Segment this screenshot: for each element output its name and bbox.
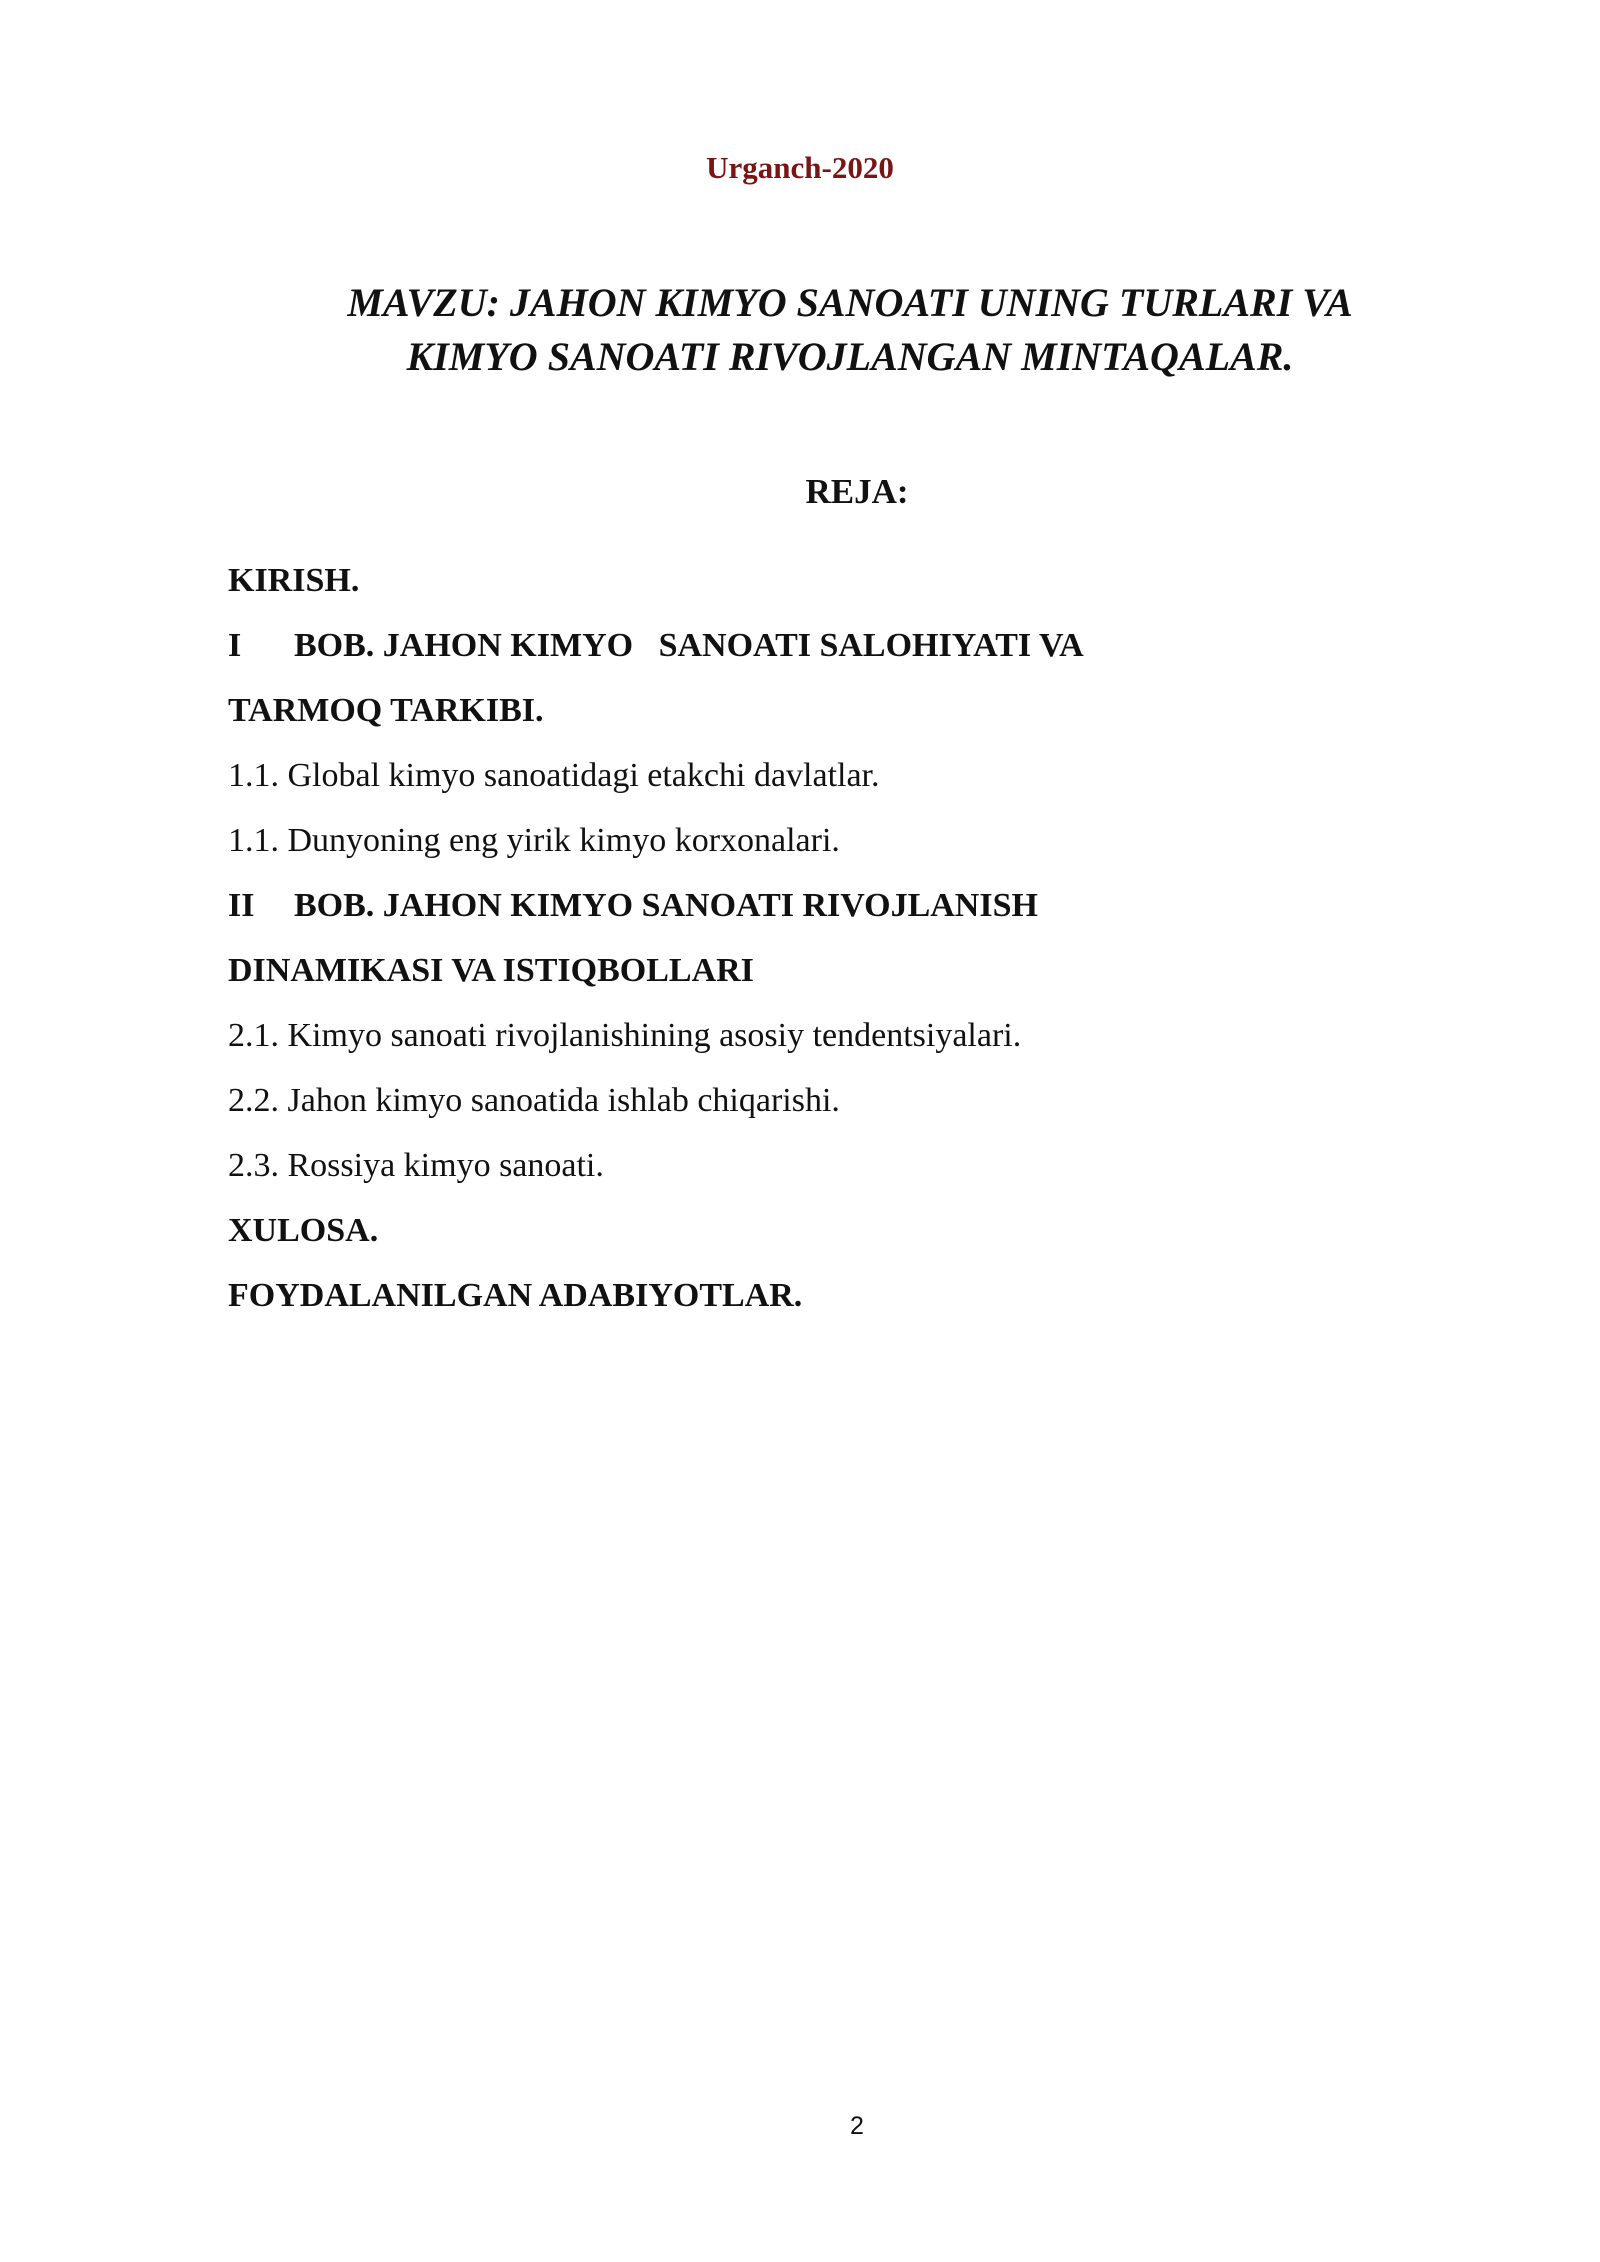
plan-item-intro: KIRISH. [228, 562, 360, 599]
plan-item-chapter-1: I BOB. JAHON KIMYO SANOATI SALOHIYATI VA [228, 625, 1428, 690]
chapter-number: I [228, 627, 242, 664]
plan-item-conclusion: XULOSA. [228, 1212, 379, 1249]
topic-title-line-2: KIMYO SANOATI RIVOJLANGAN MINTAQALAR. [406, 334, 1294, 379]
plan-item-chapter-2-continued: DINAMIKASI VA ISTIQBOLLARI [228, 952, 754, 989]
plan-list [228, 560, 1428, 1340]
topic-title [200, 276, 1500, 384]
page-number: 2 [850, 2112, 864, 2140]
plan-item-chapter-2: II BOB. JAHON KIMYO SANOATI RIVOJLANISH [228, 885, 1428, 950]
plan-item-section-1-1-b: 1.1. Dunyoning eng yirik kimyo korxonalari. [228, 822, 840, 859]
topic-title-line-1: MAVZU: JAHON KIMYO SANOATI UNING TURLARI VA [347, 280, 1353, 325]
plan-item-chapter-1-continued: TARMOQ TARKIBI. [228, 692, 544, 729]
plan-item-section-2-1: 2.1. Kimyo sanoati rivojlanishining asosiy tendentsiyalari. [228, 1017, 1022, 1054]
plan-item-section-1-1: 1.1. Global kimyo sanoatidagi etakchi davlatlar. [228, 757, 880, 794]
plan-item-section-2-3: 2.3. Rossiya kimyo sanoati. [228, 1147, 604, 1184]
plan-item-references: FOYDALANILGAN ADABIYOTLAR. [228, 1277, 803, 1314]
plan-item-section-2-2: 2.2. Jahon kimyo sanoatida ishlab chiqarishi. [228, 1082, 840, 1119]
chapter-number: II [228, 887, 255, 924]
city-year: Urganch-2020 [706, 150, 894, 185]
plan-heading: REJA: [805, 472, 909, 511]
